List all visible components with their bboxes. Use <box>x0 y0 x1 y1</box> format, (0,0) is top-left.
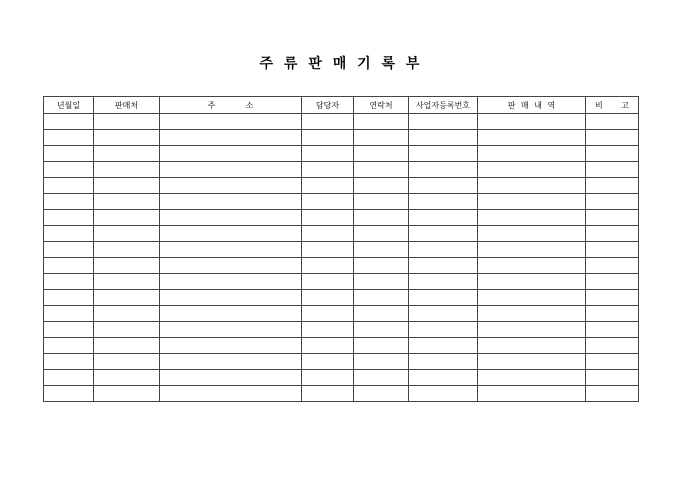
table-row <box>44 210 639 226</box>
table-cell <box>302 306 354 322</box>
table-cell <box>44 194 94 210</box>
table-cell <box>160 274 302 290</box>
table-cell <box>302 226 354 242</box>
header-business-reg-no: 사업자등록번호 <box>409 97 478 114</box>
header-date: 년월일 <box>44 97 94 114</box>
table-cell <box>478 386 586 402</box>
table-cell <box>354 386 409 402</box>
table-cell <box>478 146 586 162</box>
table-cell <box>94 226 160 242</box>
table-cell <box>409 274 478 290</box>
table-cell <box>160 306 302 322</box>
table-cell <box>478 178 586 194</box>
table-cell <box>586 258 639 274</box>
table-cell <box>409 226 478 242</box>
table-row <box>44 114 639 130</box>
table-cell <box>160 386 302 402</box>
table-cell <box>478 130 586 146</box>
table-cell <box>354 242 409 258</box>
table-cell <box>409 114 478 130</box>
table-cell <box>44 178 94 194</box>
table-cell <box>44 130 94 146</box>
table-cell <box>409 258 478 274</box>
table-cell <box>44 338 94 354</box>
table-cell <box>44 162 94 178</box>
table-cell <box>44 354 94 370</box>
table-cell <box>586 274 639 290</box>
table-cell <box>94 338 160 354</box>
table-cell <box>354 146 409 162</box>
table-cell <box>160 226 302 242</box>
table-cell <box>478 290 586 306</box>
table-cell <box>44 322 94 338</box>
table-cell <box>409 338 478 354</box>
table-cell <box>409 354 478 370</box>
table-cell <box>478 338 586 354</box>
table-cell <box>354 130 409 146</box>
table-cell <box>44 290 94 306</box>
table-cell <box>302 338 354 354</box>
table-cell <box>409 242 478 258</box>
sales-ledger-table <box>43 96 639 402</box>
table-cell <box>160 162 302 178</box>
table-cell <box>478 322 586 338</box>
header-contact-person: 담당자 <box>302 97 354 114</box>
table-cell <box>478 226 586 242</box>
table-cell <box>160 290 302 306</box>
table-cell <box>302 274 354 290</box>
table-row <box>44 242 639 258</box>
table-cell <box>478 258 586 274</box>
table-cell <box>478 194 586 210</box>
table-cell <box>44 114 94 130</box>
table-cell <box>354 210 409 226</box>
table-cell <box>44 242 94 258</box>
table-cell <box>302 194 354 210</box>
table-row <box>44 178 639 194</box>
table-row <box>44 194 639 210</box>
table-row <box>44 322 639 338</box>
table-cell <box>44 370 94 386</box>
table-cell <box>94 386 160 402</box>
table-cell <box>354 338 409 354</box>
table-cell <box>94 290 160 306</box>
table-cell <box>409 306 478 322</box>
table-cell <box>586 178 639 194</box>
table-cell <box>302 370 354 386</box>
table-cell <box>586 338 639 354</box>
table-cell <box>160 194 302 210</box>
table-cell <box>478 306 586 322</box>
table-cell <box>160 322 302 338</box>
table-cell <box>302 130 354 146</box>
table-cell <box>409 210 478 226</box>
table-cell <box>302 178 354 194</box>
table-cell <box>586 306 639 322</box>
table-cell <box>354 226 409 242</box>
table-cell <box>478 274 586 290</box>
table-cell <box>409 370 478 386</box>
table-cell <box>586 194 639 210</box>
table-cell <box>160 210 302 226</box>
header-sales-details: 판 매 내 역 <box>478 97 586 114</box>
table-cell <box>586 290 639 306</box>
table-cell <box>478 242 586 258</box>
table-cell <box>586 370 639 386</box>
table-cell <box>478 370 586 386</box>
table-cell <box>586 114 639 130</box>
table-cell <box>354 274 409 290</box>
table-cell <box>354 194 409 210</box>
table-cell <box>94 162 160 178</box>
table-cell <box>160 146 302 162</box>
table-row <box>44 306 639 322</box>
table-cell <box>586 226 639 242</box>
table-cell <box>94 146 160 162</box>
table-cell <box>478 114 586 130</box>
table-cell <box>354 290 409 306</box>
table-cell <box>354 370 409 386</box>
table-cell <box>94 274 160 290</box>
header-phone: 연락처 <box>354 97 409 114</box>
table-cell <box>94 258 160 274</box>
table-cell <box>409 178 478 194</box>
table-cell <box>94 130 160 146</box>
table-cell <box>302 146 354 162</box>
table-row <box>44 338 639 354</box>
table-cell <box>44 306 94 322</box>
table-cell <box>302 322 354 338</box>
table-cell <box>94 210 160 226</box>
table-row <box>44 274 639 290</box>
table-cell <box>94 370 160 386</box>
table-cell <box>302 354 354 370</box>
table-cell <box>586 210 639 226</box>
table-row <box>44 226 639 242</box>
table-cell <box>409 130 478 146</box>
table-cell <box>94 354 160 370</box>
table-cell <box>94 306 160 322</box>
table-cell <box>354 162 409 178</box>
header-address: 주 소 <box>160 97 302 114</box>
table-cell <box>44 258 94 274</box>
table-cell <box>354 306 409 322</box>
table-cell <box>94 178 160 194</box>
table-row <box>44 370 639 386</box>
table-cell <box>409 386 478 402</box>
table-cell <box>586 162 639 178</box>
table-cell <box>302 114 354 130</box>
table-cell <box>44 274 94 290</box>
table-cell <box>478 210 586 226</box>
table-row <box>44 258 639 274</box>
table-cell <box>409 146 478 162</box>
table-cell <box>586 354 639 370</box>
table-cell <box>302 290 354 306</box>
header-remarks: 비 고 <box>586 97 639 114</box>
table-cell <box>160 354 302 370</box>
table-cell <box>354 178 409 194</box>
table-row <box>44 386 639 402</box>
table-cell <box>354 114 409 130</box>
table-cell <box>354 354 409 370</box>
table-cell <box>44 386 94 402</box>
table-cell <box>409 194 478 210</box>
table-row <box>44 146 639 162</box>
header-seller: 판매처 <box>94 97 160 114</box>
table-row <box>44 354 639 370</box>
table-header-row <box>44 97 639 114</box>
table-cell <box>94 242 160 258</box>
table-cell <box>160 338 302 354</box>
table-cell <box>409 162 478 178</box>
table-cell <box>160 178 302 194</box>
table-body <box>44 114 639 402</box>
table-cell <box>354 322 409 338</box>
page-title: 주 류 판 매 기 록 부 <box>259 56 421 72</box>
table-cell <box>354 258 409 274</box>
table-cell <box>44 226 94 242</box>
table-cell <box>586 242 639 258</box>
table-cell <box>94 322 160 338</box>
table-cell <box>409 290 478 306</box>
table-cell <box>94 194 160 210</box>
table-cell <box>160 114 302 130</box>
table-cell <box>586 130 639 146</box>
table-cell <box>160 370 302 386</box>
table-cell <box>586 322 639 338</box>
table-cell <box>160 130 302 146</box>
table-cell <box>586 386 639 402</box>
table-cell <box>478 162 586 178</box>
table-cell <box>160 242 302 258</box>
table-row <box>44 130 639 146</box>
table-cell <box>302 242 354 258</box>
table-cell <box>478 354 586 370</box>
table-cell <box>586 146 639 162</box>
table-cell <box>44 210 94 226</box>
table-cell <box>409 322 478 338</box>
table-cell <box>302 258 354 274</box>
table-cell <box>302 210 354 226</box>
table-row <box>44 290 639 306</box>
table-cell <box>94 114 160 130</box>
table-cell <box>302 162 354 178</box>
table-cell <box>44 146 94 162</box>
table-row <box>44 162 639 178</box>
table-cell <box>302 386 354 402</box>
table-cell <box>160 258 302 274</box>
